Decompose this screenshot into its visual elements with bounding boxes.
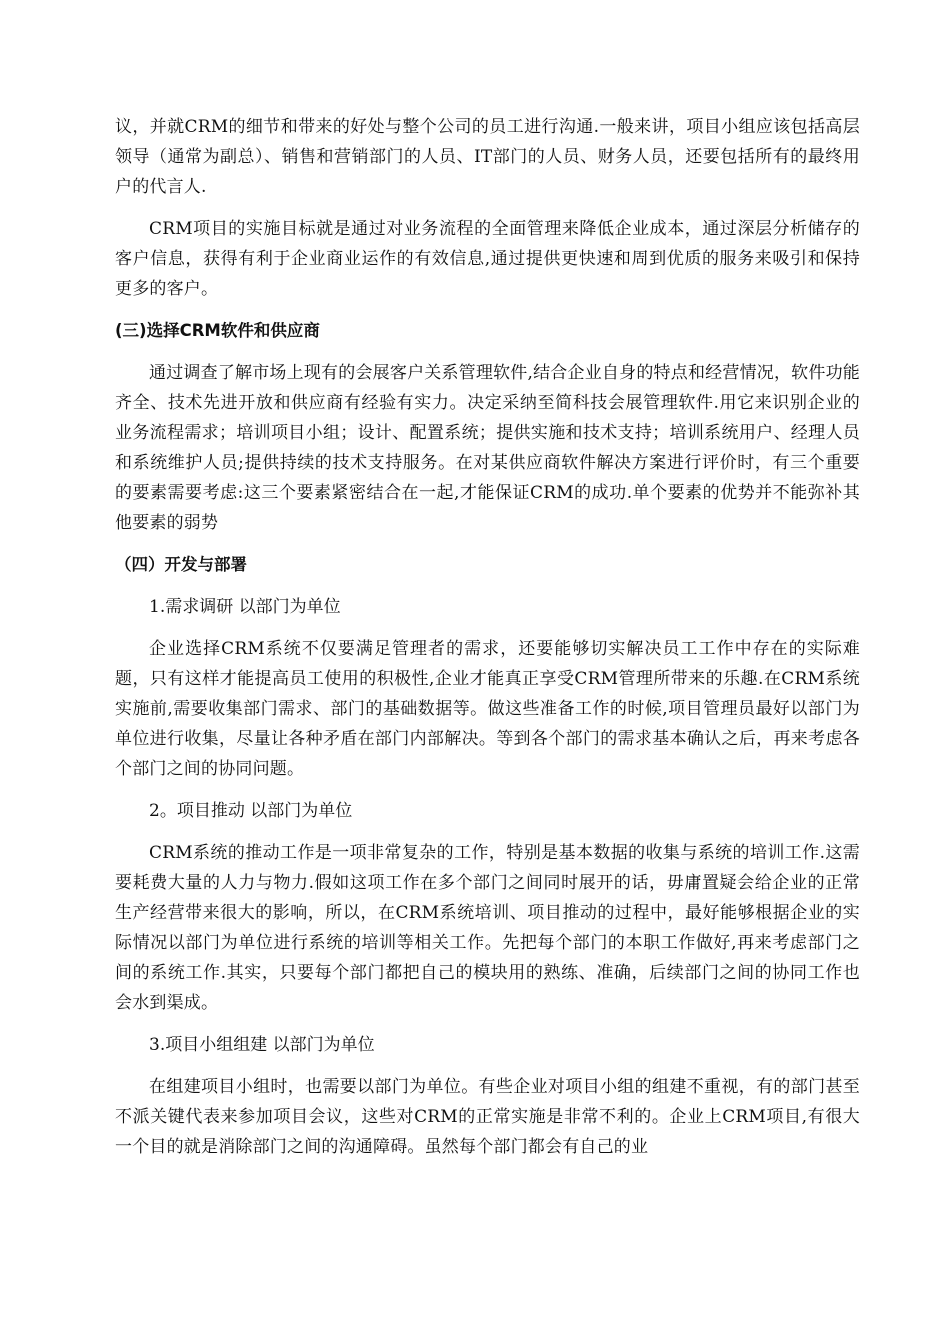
section-heading-select-software: (三)选择CRM软件和供应商 — [115, 321, 320, 340]
paragraph-software-selection: 通过调查了解市场上现有的会展客户关系管理软件,结合企业自身的特点和经营情况，软件功能齐全、技术先进开放和供应商有经验有实力。决定采纳至简科技会展管理软件.用它来识别企业的业务流程需求；培训项目小组；设计、配置系统；提供实施和技术支持；培训系统用户、经理人员和系统维护人员;提供持续的技术支持服务。在对某供应商软件解决方案进行评价时，有三个重要的要素需要考虑:这三个要素紧密结合在一起,才能保证CRM的成功.单个要素的优势并不能弥补其他要素的弱势 — [115, 363, 860, 533]
paragraph-requirements: 企业选择CRM系统不仅要满足管理者的需求，还要能够切实解决员工工作中存在的实际难题，只有这样才能提高员工使用的积极性,企业才能真正享受CRM管理所带来的乐趣.在CRM系统实施前,需要收集部门需求、部门的基础数据等。做这些准备工作的时候,项目管理员最好以部门为单位进行收集，尽量让各种矛盾在部门内部解决。等到各个部门的需求基本确认之后，再来考虑各个部门之间的协同问题。 — [115, 639, 860, 779]
paragraph-project-promotion: CRM系统的推动工作是一项非常复杂的工作，特别是基本数据的收集与系统的培训工作.这需要耗费大量的人力与物力.假如这项工作在多个部门之间同时展开的话，毋庸置疑会给企业的正常生产经营带来很大的影响，所以，在CRM系统培训、项目推动的过程中，最好能够根据企业的实际情况以部门为单位进行系统的培训等相关工作。先把每个部门的本职工作做好,再来考虑部门之间的系统工作.其实，只要每个部门都把自己的模块用的熟练、准确，后续部门之间的协同工作也会水到渠成。 — [115, 843, 860, 1013]
document-body — [115, 112, 860, 1174]
paragraph-project-team: 议，并就CRM的细节和带来的好处与整个公司的员工进行沟通.一般来讲，项目小组应该包括高层领导（通常为副总）、销售和营销部门的人员、IT部门的人员、财务人员，还要包括所有的最终用户的代言人. — [115, 117, 860, 197]
paragraph-team-building: 在组建项目小组时，也需要以部门为单位。有些企业对项目小组的组建不重视，有的部门甚至不派关键代表来参加项目会议，这些对CRM的正常实施是非常不利的。企业上CRM项目,有很大一个目的就是消除部门之间的沟通障碍。虽然每个部门都会有自己的业 — [115, 1077, 860, 1157]
subheading-requirements: 1.需求调研 以部门为单位 — [149, 597, 341, 617]
section-heading-develop-deploy: （四）开发与部署 — [115, 555, 247, 574]
subheading-project-promotion: 2。项目推动 以部门为单位 — [149, 801, 353, 821]
paragraph-crm-goal: CRM项目的实施目标就是通过对业务流程的全面管理来降低企业成本，通过深层分析储存的客户信息，获得有利于企业商业运作的有效信息,通过提供更快速和周到优质的服务来吸引和保持更多的客户。 — [115, 219, 860, 299]
subheading-team-building: 3.项目小组组建 以部门为单位 — [149, 1035, 375, 1055]
